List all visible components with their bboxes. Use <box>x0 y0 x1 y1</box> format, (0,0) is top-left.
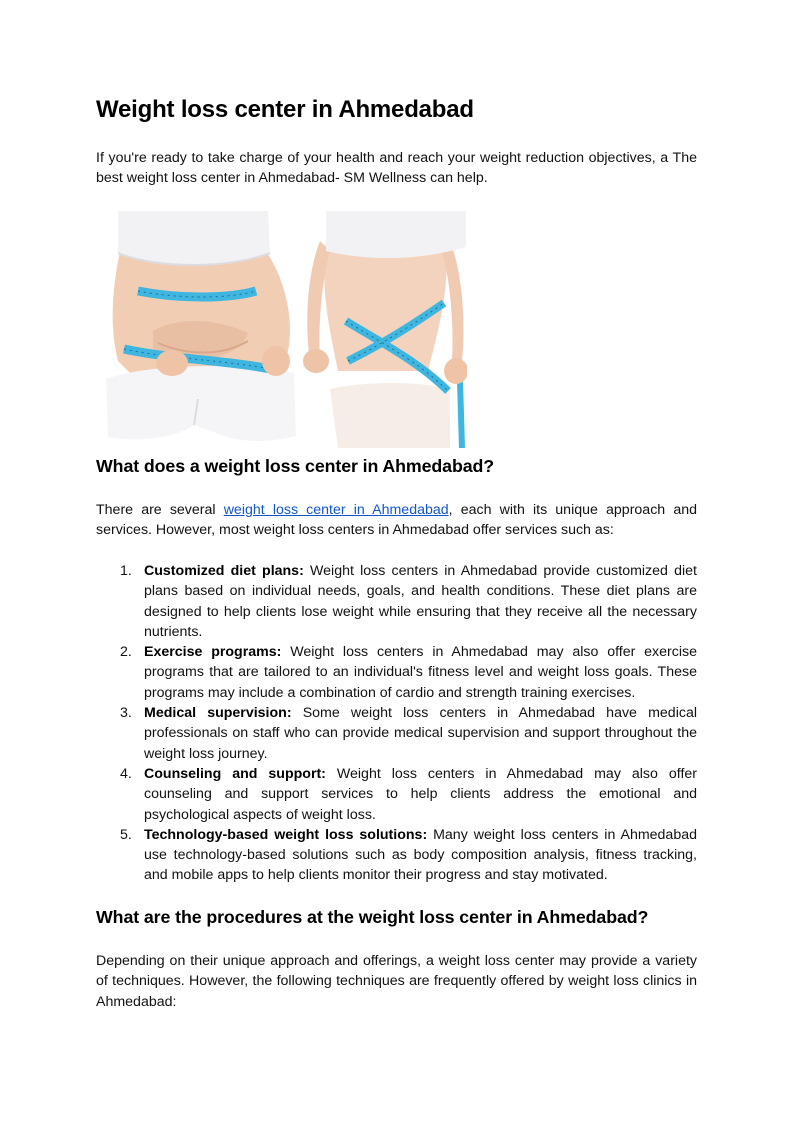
list-item-text: Weight loss centers in Ahmedabad may also offer counseling and support services to help clients address the emotional and psychological aspects of weight loss. <box>144 765 697 823</box>
services-intro-text-start: There are several <box>96 502 224 518</box>
list-item-text: Some weight loss centers in Ahmedabad have medical professionals on staff who can provide medical supervision and support throughout the weight loss journey. <box>144 705 697 762</box>
list-item <box>96 642 697 703</box>
list-item-term: Medical supervision: <box>144 705 292 722</box>
list-item-number: 4. <box>120 765 132 782</box>
services-list <box>96 561 697 886</box>
list-item <box>96 764 697 825</box>
list-item-text: Weight loss centers in Ahmedabad may also offer exercise programs that are tailored to an individual's fitness level and weight loss goals. These programs may include a combination of cardio and strength training exercises. <box>144 644 697 701</box>
list-item-term: Exercise programs: <box>144 644 282 661</box>
list-item-term: Technology-based weight loss solutions: <box>144 826 428 843</box>
list-item-term: Counseling and support: <box>144 765 326 782</box>
weight-loss-center-link[interactable]: weight loss center in Ahmedabad <box>223 502 449 518</box>
before-figure <box>106 211 296 441</box>
services-intro-text-end: , each with its unique approach and services. However, most weight loss centers in Ahmedabad offer services such as: <box>96 502 697 539</box>
list-item-number: 5. <box>120 826 132 843</box>
services-intro-paragraph <box>96 500 697 541</box>
procedures-paragraph: Depending on their unique approach and offerings, a weight loss center may provide a variety of techniques. However, the following techniques are frequently offered by weight loss clinics in Ahmedabad: <box>96 953 697 1010</box>
intro-paragraph: If you're ready to take charge of your health and reach your weight reduction objectives, a The best weight loss center in Ahmedabad- SM Wellness can help. <box>96 150 697 187</box>
list-item-number: 3. <box>120 705 132 722</box>
list-item-text: Weight loss centers in Ahmedabad provide customized diet plans based on individual needs, goals, and health conditions. These diet plans are designed to help clients lose weight while ensuring that they receive all the necessary nutrients. <box>144 563 697 640</box>
list-item <box>96 825 697 886</box>
page-title: Weight loss center in Ahmedabad <box>96 96 474 123</box>
before-after-photo <box>98 211 467 448</box>
list-item-term: Customized diet plans: <box>144 563 304 579</box>
list-item-text: Many weight loss centers in Ahmedabad use technology-based solutions such as body composition analysis, fitness tracking, and mobile apps to help clients monitor their progress and stay motivated. <box>144 826 697 884</box>
list-item <box>96 561 697 642</box>
section-heading-services: What does a weight loss center in Ahmedabad? <box>96 456 495 476</box>
list-item-number: 2. <box>120 644 132 661</box>
list-item <box>96 703 697 764</box>
list-item-number: 1. <box>120 563 132 579</box>
section-heading-procedures: What are the procedures at the weight loss center in Ahmedabad? <box>96 907 649 927</box>
